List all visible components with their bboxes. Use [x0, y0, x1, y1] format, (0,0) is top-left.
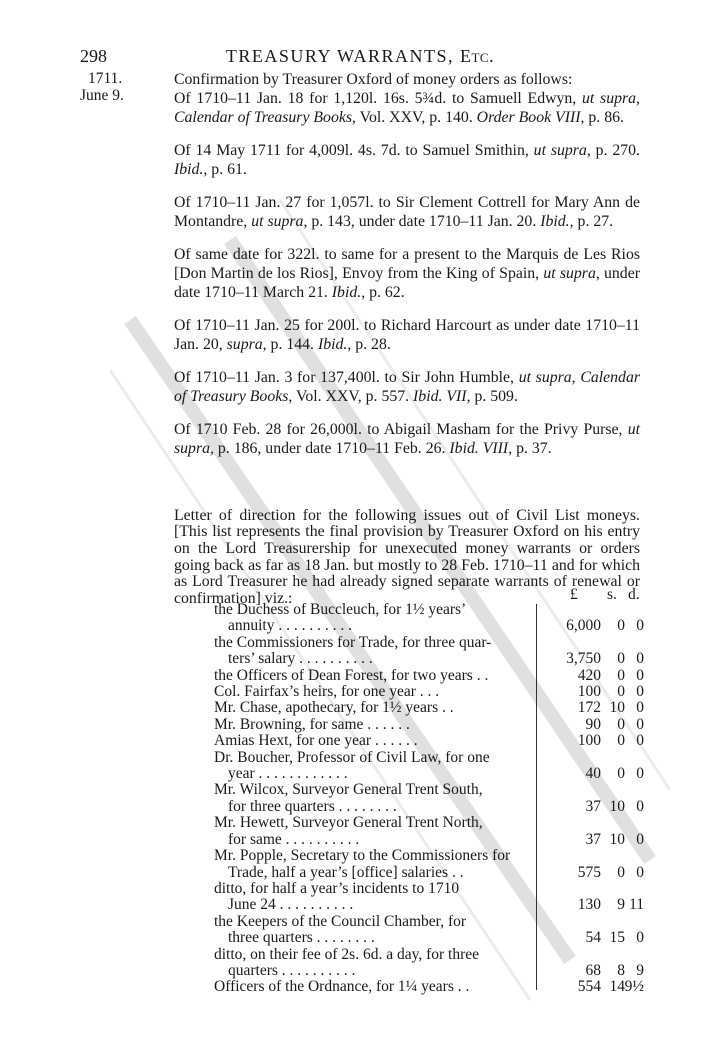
amount-pounds: 40	[585, 765, 601, 783]
payment-description-line: ditto, for half a year’s incidents to 1710	[214, 879, 460, 897]
amount-pence: 0	[636, 683, 644, 701]
amount-shillings: 8	[617, 961, 625, 979]
amount-pence: 0	[636, 765, 644, 783]
amount-pounds: 100	[577, 683, 601, 701]
payment-description	[214, 947, 536, 980]
amount-shillings: 15	[609, 929, 625, 947]
amount-pounds: 90	[585, 715, 601, 733]
payment-amount	[560, 963, 644, 979]
amount-pence: 0	[636, 699, 644, 717]
order-paragraph-2: Of 14 May 1711 for 4,009l. 4s. 7d. to Samuel Smithin, ut supra, p. 270. Ibid., p. 61.	[174, 142, 641, 178]
intro-paragraph: Confirmation by Treasurer Oxford of money orders as follows:	[174, 71, 573, 88]
payment-description	[214, 979, 536, 995]
payment-amount	[560, 865, 644, 881]
letter-of-direction: Letter of direction for the following issues out of Civil List moneys. [This list represents the final provision by Treasurer Oxford on his entry on the Lord Treasurership for unexecuted money warrants or orders going back as far as 18 Jan. but mostly to 28 Feb. 1710–11 and for which as Lord Treasurer he had already signed separate warrants of renewal or confirmation] viz.:	[174, 506, 640, 607]
amount-pence: 0	[636, 617, 644, 635]
page-number: 298	[80, 46, 107, 66]
amount-shillings: 10	[609, 699, 625, 717]
payment-amount	[560, 734, 644, 750]
running-title	[80, 46, 640, 67]
payment-item	[214, 848, 644, 881]
amount-pence: 0	[636, 666, 644, 684]
payment-amount	[560, 799, 644, 815]
amount-pounds: 68	[585, 961, 601, 979]
payment-description-line: Mr. Hewett, Surveyor General Trent North,	[214, 814, 483, 832]
payment-amount	[560, 832, 644, 848]
payment-list	[214, 602, 644, 996]
payment-description-continuation: ters’ salary . . . . . . . . . .	[228, 650, 373, 668]
margin-year: 1711.	[88, 70, 123, 87]
amount-pence: 11	[629, 896, 644, 914]
payment-amount	[560, 652, 644, 668]
payment-description	[214, 668, 536, 684]
payment-description-line: Mr. Wilcox, Surveyor General Trent South,	[214, 781, 483, 799]
payment-item	[214, 815, 644, 848]
payment-description-line: the Officers of Dean Forest, for two years . .	[214, 666, 489, 684]
amount-shillings: 0	[617, 650, 625, 668]
payment-description-line: the Duchess of Buccleuch, for 1½ years’	[214, 601, 467, 618]
payment-description	[214, 750, 536, 783]
pounds-header: £	[570, 586, 578, 603]
payment-description	[214, 684, 536, 700]
payment-item	[214, 881, 644, 914]
payment-description-continuation: annuity . . . . . . . . . .	[228, 617, 352, 635]
amount-pounds: 3,750	[566, 650, 601, 668]
pence-header: d.	[628, 586, 640, 603]
payment-description	[214, 782, 536, 815]
amount-pence: 9	[636, 961, 644, 979]
payment-amount	[560, 684, 644, 700]
amount-pounds: 37	[585, 797, 601, 815]
amount-shillings: 0	[617, 666, 625, 684]
payment-amount	[560, 619, 644, 635]
payment-description	[214, 717, 536, 733]
payment-item	[214, 914, 644, 947]
amount-pence: 0	[636, 863, 644, 881]
payment-amount	[560, 898, 644, 914]
payment-amount	[560, 766, 644, 782]
payment-item	[214, 602, 644, 635]
payment-description-continuation: for same . . . . . . . . . .	[228, 830, 360, 848]
payment-item	[214, 733, 644, 749]
running-header	[80, 46, 640, 68]
order-paragraph-5: Of 1710–11 Jan. 25 for 200l. to Richard Harcourt as under date 1710–11 Jan. 20, supra, p. 144. Ibid., p. 28.	[174, 317, 640, 353]
amount-pence: 0	[636, 650, 644, 668]
order-paragraph-6: Of 1710–11 Jan. 3 for 137,400l. to Sir John Humble, ut supra, Calendar of Treasury Books, Vol. XXV, p. 557. Ibid. VII, p. 509.	[174, 369, 640, 405]
amount-pence: 0	[636, 929, 644, 947]
amount-pounds: 554	[577, 978, 601, 996]
payment-description-continuation: June 24 . . . . . . . . . .	[228, 896, 354, 914]
amount-pounds: 37	[585, 830, 601, 848]
payment-item	[214, 668, 644, 684]
amount-shillings: 0	[617, 715, 625, 733]
payment-description-continuation: Trade, half a year’s [office] salaries . .	[228, 863, 464, 881]
payment-description-line: the Keepers of the Council Chamber, for	[214, 912, 467, 930]
payment-item	[214, 782, 644, 815]
running-title-etc: Etc.	[459, 46, 495, 66]
payment-amount	[560, 717, 644, 733]
amount-pounds: 575	[577, 863, 601, 881]
amount-pence: 0	[636, 797, 644, 815]
amount-pence: 0	[636, 830, 644, 848]
payment-item	[214, 947, 644, 980]
shillings-header: s.	[607, 586, 617, 603]
amount-shillings: 9	[617, 896, 625, 914]
amount-pence: 0	[636, 715, 644, 733]
payment-description-line: ditto, on their fee of 2s. 6d. a day, for three	[214, 945, 479, 963]
payment-description-line: Amias Hext, for one year . . . . . .	[214, 732, 418, 750]
order-paragraph-7: Of 1710 Feb. 28 for 26,000l. to Abigail Masham for the Privy Purse, ut supra, p. 186, under date 1710–11 Feb. 26. Ibid. VIII, p. 37.	[174, 421, 640, 457]
order-paragraph-1: Of 1710–11 Jan. 18 for 1,120l. 16s. 5¾d. to Samuell Edwyn, ut supra, Calendar of Treasury Books, Vol. XXV, p. 140. Order Book VIII, p. 86.	[174, 90, 640, 126]
margin-date: June 9.	[80, 87, 124, 104]
payment-description-line: Officers of the Ordnance, for 1¼ years . .	[214, 978, 470, 996]
amount-pounds: 172	[577, 699, 601, 717]
amount-shillings: 0	[617, 863, 625, 881]
payment-item	[214, 979, 644, 995]
payment-description	[214, 815, 536, 848]
payment-amount	[560, 668, 644, 684]
payment-description-continuation: year . . . . . . . . . . . .	[228, 765, 348, 783]
payment-amount	[560, 931, 644, 947]
payment-description	[214, 881, 536, 914]
payment-description-continuation: quarters . . . . . . . . . .	[228, 961, 356, 979]
payment-description	[214, 602, 536, 635]
amount-shillings: 0	[617, 765, 625, 783]
payment-amount	[560, 980, 644, 996]
payment-description	[214, 733, 536, 749]
payment-description-line: Mr. Browning, for same . . . . . .	[214, 715, 410, 733]
payment-item	[214, 700, 644, 716]
amount-pence: 9½	[624, 978, 644, 996]
payment-description	[214, 848, 536, 881]
order-paragraph-4: Of same date for 322l. to same for a present to the Marquis de Les Rios [Don Martin de los Rios], Envoy from the King of Spain, ut supra, under date 1710–11 March 21. Ibid., p. 62.	[174, 246, 640, 301]
payment-item	[214, 684, 644, 700]
payment-description-line: the Commissioners for Trade, for three quar-	[214, 633, 492, 651]
payment-description	[214, 914, 536, 947]
amount-pounds: 54	[585, 929, 601, 947]
amount-pounds: 6,000	[566, 617, 601, 635]
amount-pounds: 130	[577, 896, 601, 914]
payment-item	[214, 717, 644, 733]
payment-description-line: Mr. Popple, Secretary to the Commissioners for	[214, 847, 511, 865]
amount-shillings: 10	[609, 797, 625, 815]
payment-description	[214, 635, 536, 668]
payment-description-line: Col. Fairfax’s heirs, for one year . . .	[214, 683, 440, 701]
amount-pounds: 420	[577, 666, 601, 684]
payment-item	[214, 750, 644, 783]
amount-pounds: 100	[577, 732, 601, 750]
amount-shillings: 0	[617, 683, 625, 701]
payment-description-continuation: for three quarters . . . . . . . .	[228, 797, 397, 815]
payment-description	[214, 700, 536, 716]
amount-shillings: 0	[617, 732, 625, 750]
payment-description-line: Dr. Boucher, Professor of Civil Law, for one	[214, 748, 490, 766]
amount-pence: 0	[636, 732, 644, 750]
order-paragraph-3: Of 1710–11 Jan. 27 for 1,057l. to Sir Clement Cottrell for Mary Ann de Montandre, ut supra, p. 143, under date 1710–11 Jan. 20. Ibid., p. 27.	[174, 194, 640, 230]
running-title-main: TREASURY WARRANTS,	[225, 46, 460, 66]
amount-shillings: 0	[617, 617, 625, 635]
payment-item	[214, 635, 644, 668]
payment-amount	[560, 701, 644, 717]
payment-description-continuation: three quarters . . . . . . . .	[228, 929, 375, 947]
amount-shillings: 14	[609, 978, 625, 996]
payment-description-line: Mr. Chase, apothecary, for 1½ years . .	[214, 699, 454, 717]
amount-shillings: 10	[609, 830, 625, 848]
confirmation-section	[174, 70, 640, 472]
